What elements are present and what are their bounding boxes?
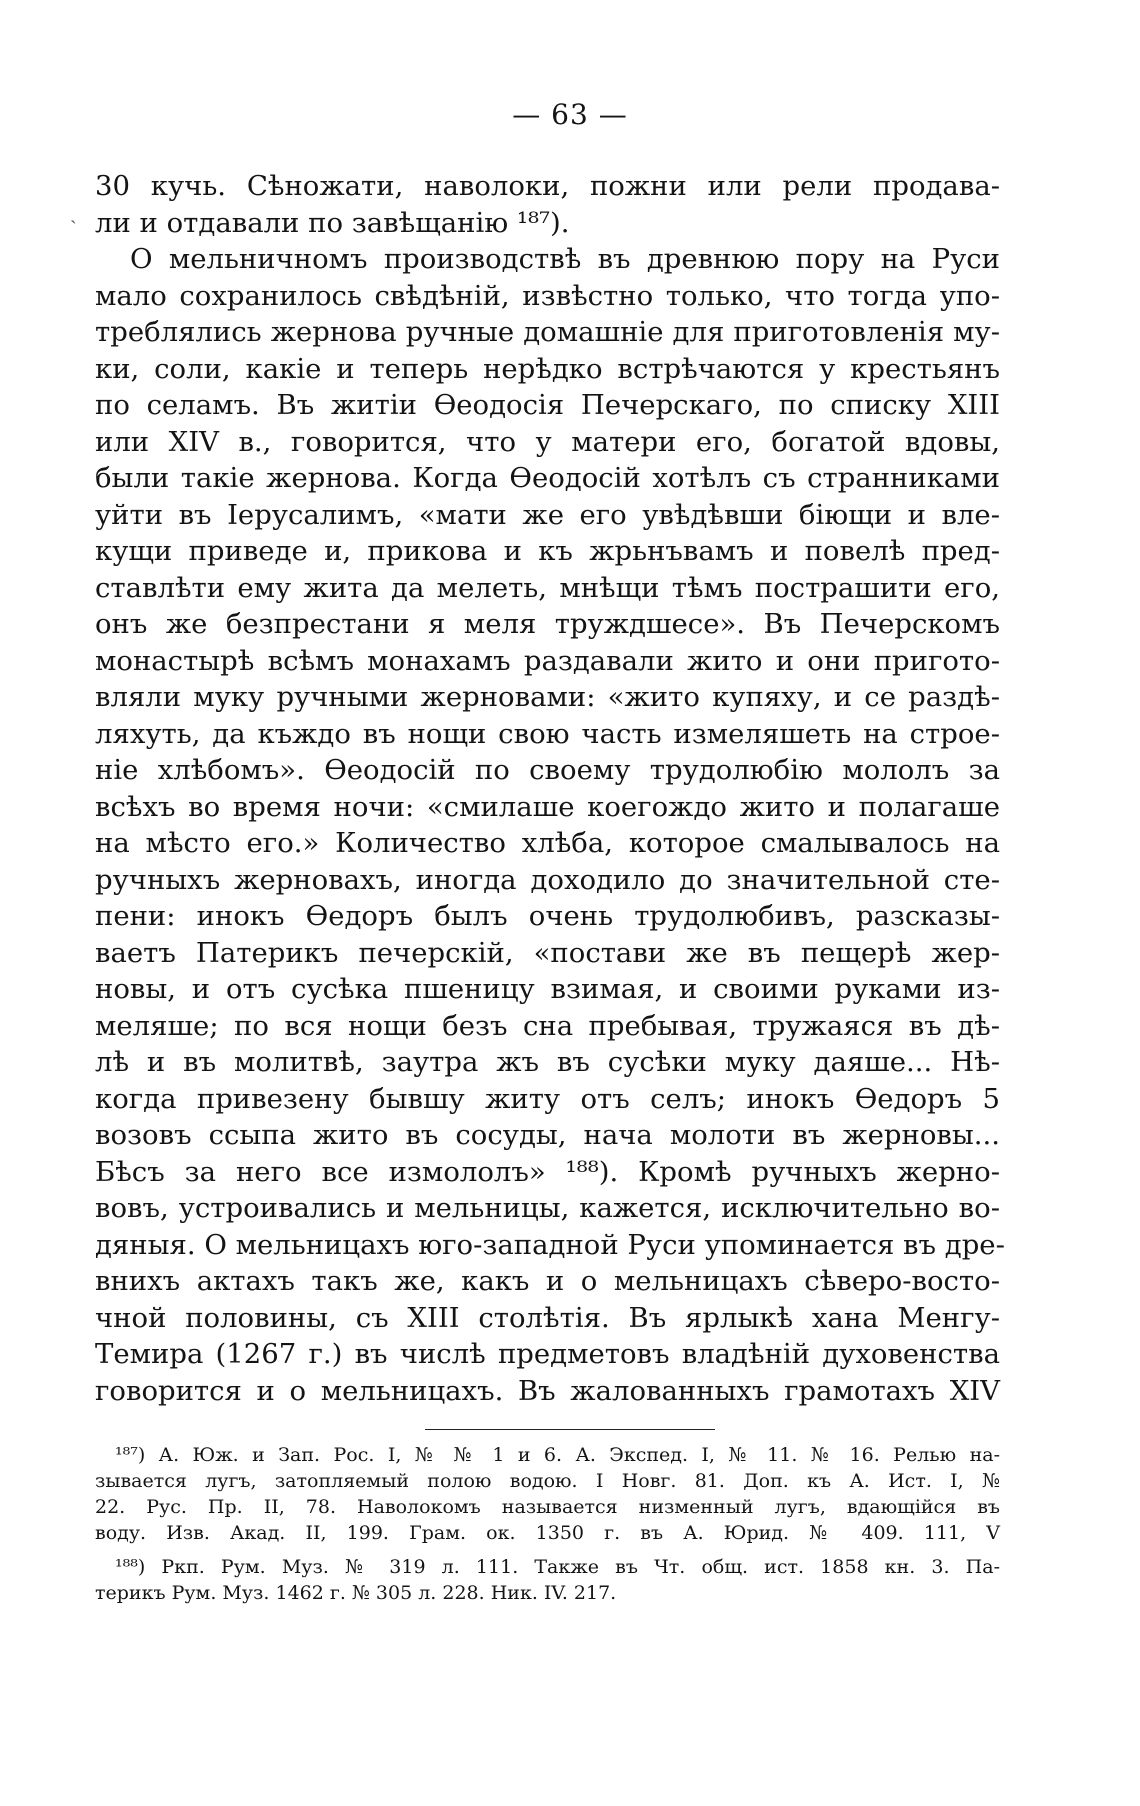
text-line: внихъ актахъ такъ же, какъ и о мельницахъ сѣверо-восто- [95, 1265, 1000, 1297]
text-line: новы, и отъ сусѣка пшеницу взимая, и своими руками из- [95, 973, 1000, 1005]
text-line: возовъ ссыпа жито въ сосуды, нача молоти въ жерновы... [95, 1119, 1000, 1151]
footnote-line: терикъ Рум. Муз. 1462 г. № 305 л. 228. Ник. IV. 217. [95, 1582, 617, 1604]
text-line: мало сохранилось свѣдѣній, извѣстно только, что тогда упо- [95, 279, 1000, 312]
text-line: уйти въ Іерусалимъ, «мати же его увѣдѣвши біющи и вле- [95, 498, 1000, 531]
text-line: на мѣсто его.» Количество хлѣба, которое смалывалось на [95, 827, 1000, 859]
text-line: ваетъ Патерикъ печерскій, «постави же въ пещерѣ жер- [95, 936, 1000, 969]
text-line: онъ же безпрестани я меля труждшесе». Въ Печерскомъ [95, 608, 1000, 640]
footnote-line: ¹⁸⁸) Ркп. Рум. Муз. № 319 л. 111. Также въ Чт. общ. ист. 1858 кн. 3. Па- [115, 1556, 1000, 1578]
text-line: монастырѣ всѣмъ монахамъ раздавали жито и они пригото- [95, 644, 1000, 677]
text-line: говорится и о мельницахъ. Въ жалованныхъ грамотахъ XIV [95, 1374, 1000, 1407]
text-line: ставлѣти ему жита да мелеть, мнѣщи тѣмъ пострашити его, [95, 571, 1000, 604]
footnotes [95, 1442, 1000, 1606]
text-line: лѣ и въ молитвѣ, заутра жъ въ сусѣки муку даяше... Нѣ- [95, 1046, 1000, 1078]
text-line: ніе хлѣбомъ». Ѳеодосій по своему трудолюбію мололъ за [95, 754, 1000, 786]
text-line: О мельничномъ производствѣ въ древнюю пору на Руси [130, 243, 1000, 275]
text-line: всѣхъ во время ночи: «смилаше коегождо жито и полагаше [95, 790, 1000, 823]
text-line: Темира (1267 г.) въ числѣ предметовъ владѣній духовенства [95, 1338, 1000, 1370]
text-line: ки, соли, какіе и теперь нерѣдко встрѣчаются у крестьянъ [95, 352, 1000, 385]
footnote-line: воду. Изв. Акад. II, 199. Грам. ок. 1350 г. въ А. Юрид. № 409. 111, V [95, 1522, 1000, 1544]
text-line: 30 кучь. Сѣножати, наволоки, пожни или рели продава- [95, 170, 1000, 202]
text-line: пени: инокъ Ѳедоръ былъ очень трудолюбивъ, разсказы- [95, 900, 1000, 932]
text-line: ляхуть, да къждо въ нощи свою часть измеляшеть на строе- [95, 717, 1000, 750]
text-line: меляше; по вся нощи безъ сна пребывая, тружаяся въ дѣ- [95, 1009, 1000, 1042]
main-text [95, 168, 1005, 1409]
text-line: были такіе жернова. Когда Ѳеодосій хотѣлъ съ странниками [95, 462, 1000, 494]
text-line: треблялись жернова ручные домашніе для приготовленія му- [95, 316, 1000, 348]
page-number: — 63 — [512, 98, 628, 131]
text-line: дяныя. О мельницахъ юго-западной Руси упоминается въ дре- [95, 1228, 1005, 1261]
text-line: вляли муку ручными жерновами: «жито купяху, и се раздѣ- [95, 681, 1000, 713]
footnote-line: ¹⁸⁷) А. Юж. и Зап. Рос. I, № № 1 и 6. А. Экспед. I, № 11. № 16. Релью на- [115, 1444, 1000, 1466]
text-line: когда привезену бывшу житу отъ селъ; инокъ Ѳедоръ 5 [95, 1082, 1000, 1115]
footnote-separator [425, 1429, 715, 1430]
text-line: Бѣсъ за него все измололъ» ¹⁸⁸). Кромѣ ручныхъ жерно- [95, 1155, 1000, 1188]
text-line: вовъ, устроивались и мельницы, кажется, исключительно во- [95, 1192, 1000, 1224]
text-line: ли и отдавали по завѣщанію ¹⁸⁷). [95, 206, 570, 239]
text-line: ручныхъ жерновахъ, иногда доходило до значительной сте- [95, 863, 1000, 896]
text-line: или XIV в., говорится, что у матери его, богатой вдовы, [95, 425, 1000, 458]
text-line: кущи приведе и, прикова и къ жрьнъвамъ и повелѣ пред- [95, 535, 1000, 567]
margin-mark: ˏ [70, 200, 77, 224]
text-line: чной половины, съ XIII столѣтія. Въ ярлыкѣ хана Менгу- [95, 1301, 1000, 1334]
text-line: по селамъ. Въ житіи Ѳеодосія Печерскаго, по списку XIII [95, 389, 1000, 421]
footnote-line: зывается лугъ, затопляемый полою водою. I Новг. 81. Доп. къ А. Ист. I, № [95, 1470, 1000, 1492]
footnote-line: 22. Рус. Пр. II, 78. Наволокомъ называется низменный лугъ, вдающійся въ [95, 1496, 1000, 1518]
